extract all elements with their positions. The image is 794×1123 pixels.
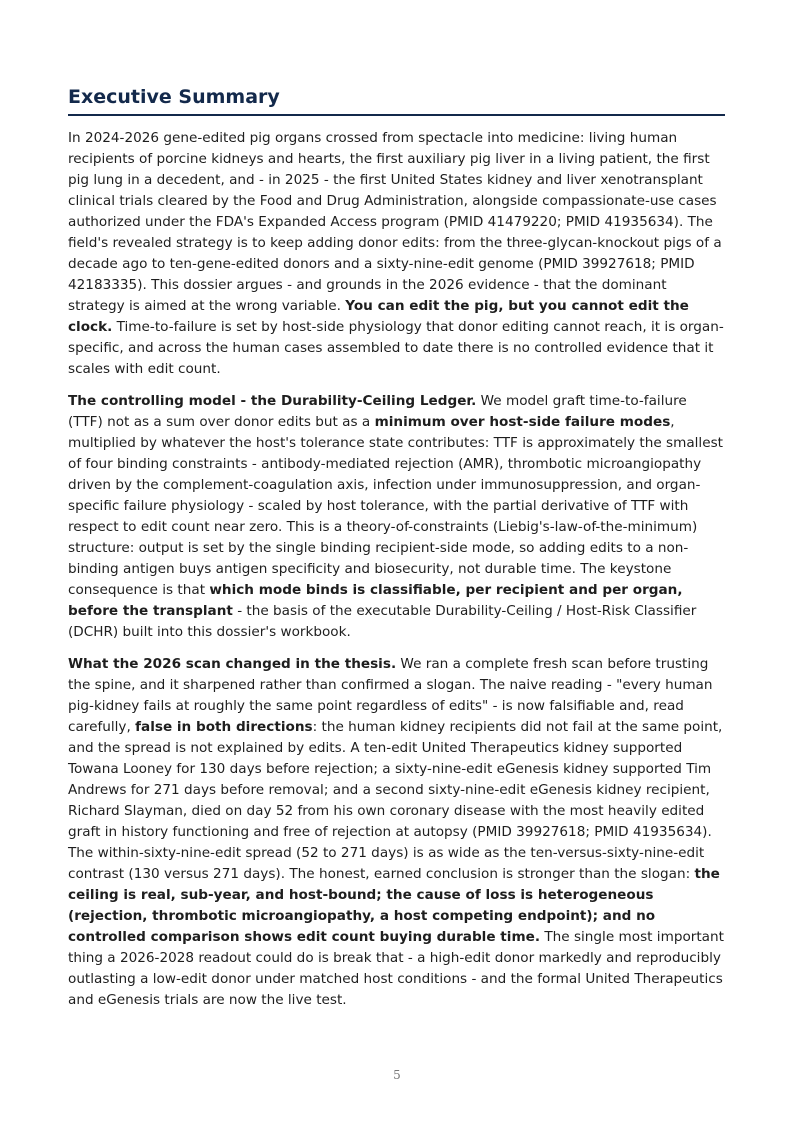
p1-text-2: Time-to-failure is set by host-side physiology that donor editing cannot reach, it is organ-specific, and across the human cases assembled to date there is no controlled evidence that it scales with edit count. xyxy=(68,319,724,377)
p3-bold-1: What the 2026 scan changed in the thesis. xyxy=(68,656,397,672)
summary-paragraph-1 xyxy=(68,128,725,380)
p2-bold-1: The controlling model - the Durability-Ceiling Ledger. xyxy=(68,393,477,409)
p2-bold-3: which mode binds is classifiable, per recipient and per organ, before the transplant xyxy=(68,582,683,619)
p1-bold-1: You can edit the pig, but you cannot edit the clock. xyxy=(68,298,689,335)
summary-paragraph-3 xyxy=(68,654,725,1011)
page-body xyxy=(68,84,725,1011)
p3-bold-3: the ceiling is real, sub-year, and host-bound; the cause of loss is heterogeneous (rejection, thrombotic microangiopathy, a host competing endpoint); and no controlled comparison shows edit count buying durable time. xyxy=(68,866,720,945)
p3-bold-2: false in both directions xyxy=(135,719,313,735)
p2-bold-2: minimum over host-side failure modes xyxy=(374,414,671,430)
p3-text-1: We ran a complete fresh scan before trusting the spine, and it sharpened rather than confirmed a slogan. The naive reading - "every human pig-kidney fails at roughly the same point regardless of edits" - is now falsifiable and, read carefully, xyxy=(68,656,713,735)
page-number: 5 xyxy=(393,1068,401,1082)
p3-text-2: : the human kidney recipients did not fail at the same point, and the spread is not explained by edits. A ten-edit United Therapeutics kidney supported Towana Looney for 130 days before rejection; a sixty-nine-edit eGenesis kidney supported Tim Andrews for 271 days before removal; and a second sixty-nine-edit eGenesis kidney recipient, Richard Slayman, died on day 52 from his own coronary disease with the most heavily edited graft in history functioning and free of rejection at autopsy (PMID 39927618; PMID 41935634). The within-sixty-nine-edit spread (52 to 271 days) is as wide as the ten-versus-sixty-nine-edit contrast (130 versus 271 days). The honest, earned conclusion is stronger than the slogan: xyxy=(68,719,723,882)
p2-text-3: - the basis of the executable Durability-Ceiling / Host-Risk Classifier (DCHR) built into this dossier's workbook. xyxy=(68,603,697,640)
p2-text-1: We model graft time-to-failure (TTF) not as a sum over donor edits but as a xyxy=(68,393,687,430)
section-title: Executive Summary xyxy=(68,84,725,116)
p1-text-1: In 2024-2026 gene-edited pig organs crossed from spectacle into medicine: living human recipients of porcine kidneys and hearts, the first auxiliary pig liver in a living patient, the first pig lung in a decedent, and - in 2025 - the first United States kidney and liver xenotransplant clinical trials cleared by the Food and Drug Administration, alongside compassionate-use cases authorized under the FDA's Expanded Access program (PMID 41479220; PMID 41935634). The field's revealed strategy is to keep adding donor edits: from the three-glycan-knockout pigs of a decade ago to ten-gene-edited donors and a sixty-nine-edit genome (PMID 39927618; PMID 42183335). This dossier argues - and grounds in the 2026 evidence - that the dominant strategy is aimed at the wrong variable. xyxy=(68,130,722,314)
p3-text-3: The single most important thing a 2026-2028 readout could do is break that - a high-edit donor markedly and reproducibly outlasting a low-edit donor under matched host conditions - and the formal United Therapeutics and eGenesis trials are now the live test. xyxy=(68,929,724,1008)
p2-text-2: , multiplied by whatever the host's tolerance state contributes: TTF is approximately the smallest of four binding constraints - antibody-mediated rejection (AMR), thrombotic microangiopathy driven by the complement-coagulation axis, infection under immunosuppression, and organ-specific failure physiology - scaled by host tolerance, with the partial derivative of TTF with respect to edit count near zero. This is a theory-of-constraints (Liebig's-law-of-the-minimum) structure: output is set by the single binding recipient-side mode, so adding edits to a non-binding antigen buys antigen specificity and biosecurity, not durable time. The keystone consequence is that xyxy=(68,414,723,598)
summary-paragraph-2 xyxy=(68,391,725,643)
